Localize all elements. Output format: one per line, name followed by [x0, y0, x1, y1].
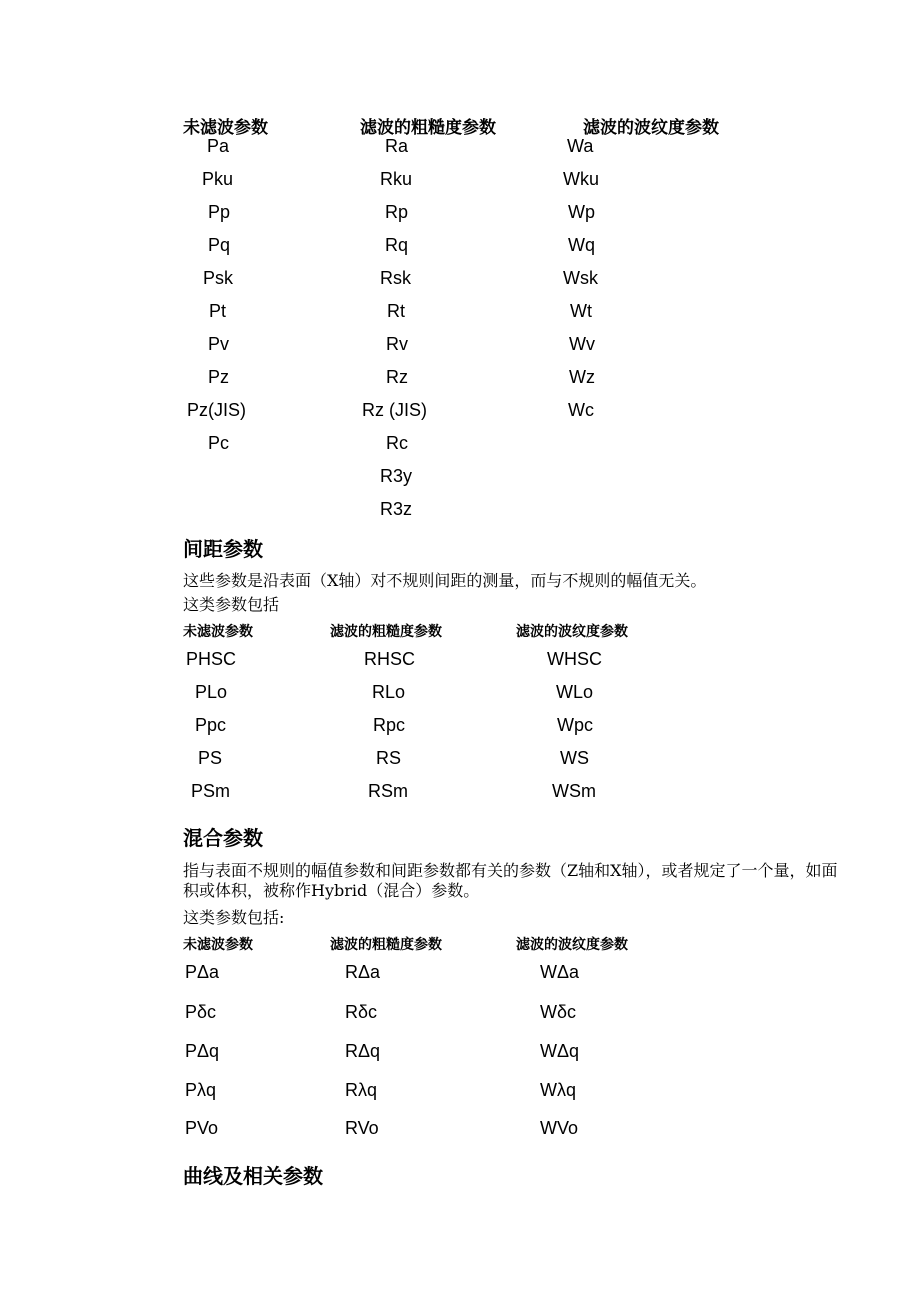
table1-header-waviness: 滤波的波纹度参数 [583, 118, 719, 138]
hybrid-cell: WΔq [540, 1041, 580, 1061]
table1-cell: Rsk [380, 268, 411, 288]
spacing-cell: RS [376, 748, 402, 768]
table1-cell: Wsk [563, 268, 598, 288]
spacing-cell: PHSC [186, 649, 237, 669]
hybrid-cell: PΔa [185, 962, 220, 982]
table1-cell: Wp [568, 202, 595, 222]
hybrid-cell: Rλq [345, 1080, 378, 1100]
table1-cell: Pq [208, 235, 231, 255]
section-title-spacing: 间距参数 [183, 537, 263, 561]
table1-cell: R3z [380, 499, 413, 519]
hybrid-cell: Wδc [540, 1002, 577, 1022]
table1-cell: Rp [385, 202, 409, 222]
hybrid-cell: PΔq [185, 1041, 220, 1061]
spacing-cell: WS [560, 748, 589, 768]
table1-cell: Psk [203, 268, 234, 288]
table1-cell: Wz [569, 367, 595, 387]
hybrid-header-waviness: 滤波的波纹度参数 [516, 937, 628, 953]
table1-cell: Rv [386, 334, 408, 354]
table1-cell: Wa [567, 136, 594, 156]
table1-cell: Wv [569, 334, 595, 354]
hybrid-cell: Wλq [540, 1080, 576, 1100]
table1-cell: Rt [387, 301, 405, 321]
table1-cell: Wku [563, 169, 599, 189]
hybrid-header-roughness: 滤波的粗糙度参数 [330, 937, 442, 953]
spacing-header-waviness: 滤波的波纹度参数 [516, 624, 628, 640]
hybrid-cell: Pδc [185, 1002, 217, 1022]
table1-cell: Pt [209, 301, 227, 321]
table1-cell: Rc [386, 433, 408, 453]
table1-cell: Pa [207, 136, 230, 156]
table1-cell: Wc [568, 400, 594, 420]
spacing-cell: Rpc [373, 715, 406, 735]
section-title-hybrid: 混合参数 [183, 826, 263, 850]
table1-cell: R3y [380, 466, 413, 486]
spacing-header-unfiltered: 未滤波参数 [183, 624, 253, 640]
section-title-curves: 曲线及相关参数 [183, 1164, 323, 1188]
hybrid-cell: Pλq [185, 1080, 217, 1100]
spacing-description: 这些参数是沿表面（X轴）对不规则间距的测量，而与不规则的幅值无关。 [183, 571, 707, 590]
table1-cell: Pz(JIS) [187, 400, 247, 420]
table1-cell: Wq [568, 235, 595, 255]
spacing-cell: PS [198, 748, 223, 768]
spacing-cell: PSm [191, 781, 231, 801]
table1-cell: Pp [208, 202, 231, 222]
hybrid-cell: RVo [345, 1118, 379, 1138]
table1-cell: Pc [208, 433, 230, 453]
spacing-cell: Ppc [195, 715, 227, 735]
table1-cell: Ra [385, 136, 409, 156]
spacing-includes-label: 这类参数包括 [183, 595, 280, 614]
spacing-cell: RLo [372, 682, 406, 702]
spacing-cell: Wpc [557, 715, 593, 735]
hybrid-cell: WVo [540, 1118, 579, 1138]
hybrid-description: 指与表面不规则的幅值参数和间距参数都有关的参数（Z轴和X轴），或者规定了一个量，如面积或体积，被称作Hybrid（混合）参数。 [183, 861, 838, 900]
table1-cell: Pz [208, 367, 230, 387]
spacing-cell: RSm [368, 781, 408, 801]
hybrid-cell: RΔq [345, 1041, 381, 1061]
table1-cell: Pku [202, 169, 234, 189]
table1-cell: Rz [386, 367, 408, 387]
table1-cell: Pv [208, 334, 230, 354]
table1-cell: Rz (JIS) [362, 400, 427, 420]
spacing-header-roughness: 滤波的粗糙度参数 [330, 624, 442, 640]
hybrid-includes-label: 这类参数包括: [183, 908, 285, 927]
hybrid-header-unfiltered: 未滤波参数 [183, 937, 253, 953]
table1-header-unfiltered: 未滤波参数 [183, 118, 268, 138]
table1-cell: Wt [570, 301, 592, 321]
spacing-cell: WSm [552, 781, 596, 801]
spacing-cell: RHSC [364, 649, 416, 669]
table1-cell: Rq [385, 235, 409, 255]
table1-cell: Rku [380, 169, 413, 189]
spacing-cell: PLo [195, 682, 228, 702]
hybrid-cell: RΔa [345, 962, 381, 982]
spacing-cell: WHSC [547, 649, 602, 669]
spacing-cell: WLo [556, 682, 594, 702]
hybrid-cell: PVo [185, 1118, 219, 1138]
table1-header-roughness: 滤波的粗糙度参数 [360, 118, 496, 138]
hybrid-cell: WΔa [540, 962, 580, 982]
hybrid-cell: Rδc [345, 1002, 378, 1022]
